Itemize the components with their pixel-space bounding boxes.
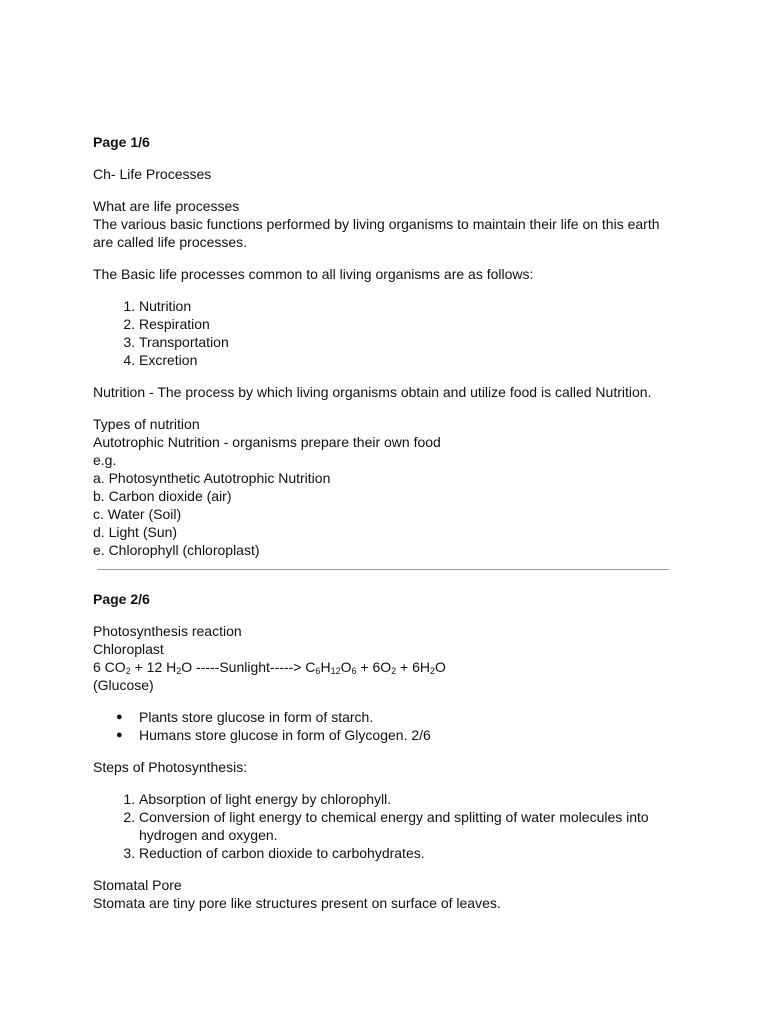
- processes-list: [93, 297, 683, 369]
- section-title: What are life processes: [93, 198, 240, 214]
- page-1-header: Page 1/6: [93, 134, 150, 150]
- list-item: d. Light (Sun): [93, 524, 178, 540]
- list-item: c. Water (Soil): [93, 506, 182, 522]
- list-item: 3. Transportation: [139, 333, 683, 351]
- autotrophic-definition: Autotrophic Nutrition - organisms prepare their own food: [93, 434, 441, 450]
- list-item: 3. Reduction of carbon dioxide to carbohydrates.: [139, 844, 683, 862]
- section-body: The various basic functions performed by living organisms to maintain their life on this earth are called life processes.: [93, 216, 660, 250]
- list-item: b. Carbon dioxide (air): [93, 488, 232, 504]
- photosynthesis-reaction-section: [93, 622, 683, 694]
- page-2-header: Page 2/6: [93, 591, 150, 607]
- list-item: 1. Nutrition: [139, 297, 683, 315]
- section-body: Stomata are tiny pore like structures present on surface of leaves.: [93, 895, 501, 911]
- list-item: 2. Conversion of light energy to chemical energy and splitting of water molecules into hydrogen and oxygen.: [139, 808, 683, 844]
- document-page: [93, 133, 683, 912]
- life-processes-section: [93, 197, 683, 251]
- list-item: 2. Respiration: [139, 315, 683, 333]
- chloroplast-label: Chloroplast: [93, 641, 164, 657]
- example-label: e.g.: [93, 452, 117, 468]
- list-item: e. Chlorophyll (chloroplast): [93, 542, 260, 558]
- stomatal-pore-section: [93, 876, 683, 912]
- page-divider: [97, 569, 669, 570]
- section-title: Stomatal Pore: [93, 877, 182, 893]
- steps-list: [93, 790, 683, 862]
- section-title: Types of nutrition: [93, 416, 200, 432]
- glucose-storage-list: [93, 708, 683, 744]
- list-item: ● Plants store glucose in form of starch.: [139, 708, 683, 726]
- steps-title: Steps of Photosynthesis:: [93, 759, 248, 775]
- list-item: 1. Absorption of light energy by chlorophyll.: [139, 790, 683, 808]
- chapter-title: Ch- Life Processes: [93, 166, 212, 182]
- list-item: 4. Excretion: [139, 351, 683, 369]
- list-item: a. Photosynthetic Autotrophic Nutrition: [93, 470, 331, 486]
- common-processes-intro: The Basic life processes common to all living organisms are as follows:: [93, 266, 534, 282]
- types-of-nutrition-section: [93, 415, 683, 559]
- glucose-label: (Glucose): [93, 677, 154, 693]
- list-item: ● Humans store glucose in form of Glycogen. 2/6: [139, 726, 683, 744]
- chemical-equation: 6 $CO_2 + 12$ $H_2O$ -----Sunlight-----> $C_6H_{12}O_6 + 6O_2 + 6H_2O$: [93, 659, 446, 676]
- nutrition-definition: Nutrition - The process by which living organisms obtain and utilize food is called Nutrition.: [93, 384, 652, 400]
- section-title: Photosynthesis reaction: [93, 623, 242, 639]
